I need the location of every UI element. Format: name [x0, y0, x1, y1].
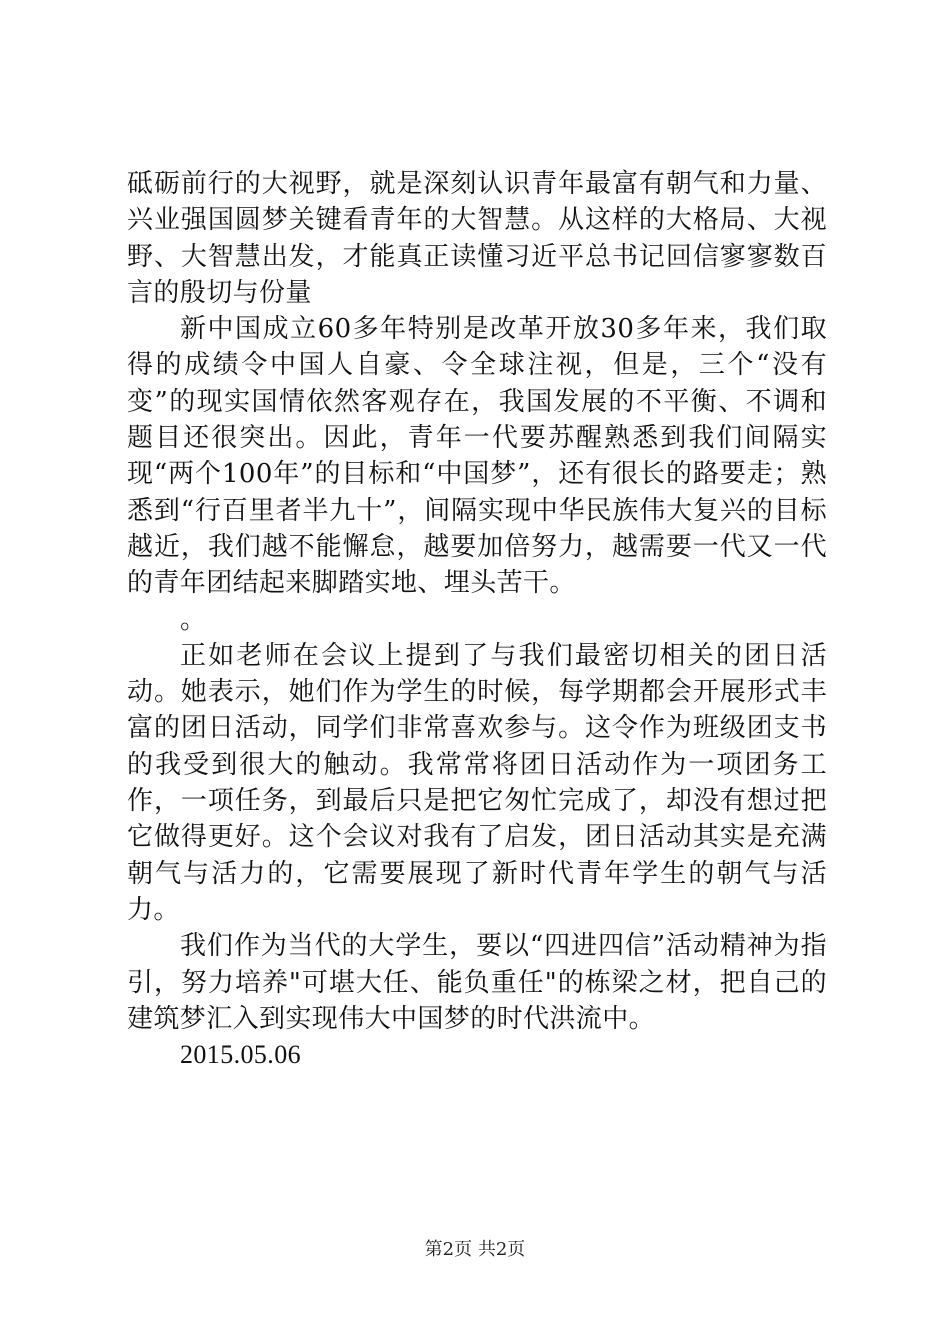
document-body: [127, 166, 827, 1073]
paragraph-continuation: 砥砺前行的大视野，就是深刻认识青年最富有朝气和力量、兴业强国圆梦关键看青年的大智慧。从这样的大格局、大视野、大智慧出发，才能真正读懂习近平总书记回信寥寥数百言的殷切与份量: [127, 169, 827, 308]
paragraph-national-development: 新中国成立60多年特别是改革开放30多年来，我们取得的成绩令中国人自豪、令全球注视，但是，三个“没有变”的现实国情依然客观存在，我国发展的不平衡、不调和题目还很突出。因此，青年一代要苏醒熟悉到我们间隔实现“两个100年”的目标和“中国梦”，还有很长的路要走；熟悉到“行百里者半九十”，间隔实现中华民族伟大复兴的目标越近，我们越不能懈怠，越要加倍努力，越需要一代又一代的青年团结起来脚踏实地、埋头苦干。: [127, 314, 827, 599]
document-date: 2015.05.06: [180, 1040, 301, 1070]
paragraph-period-mark: 。: [180, 604, 207, 635]
paragraph-conclusion: 我们作为当代的大学生，要以“四进四信”活动精神为指引，努力培养"可堪大任、能负重任"的栋梁之材，把自己的建筑梦汇入到实现伟大中国梦的时代洪流中。: [127, 931, 827, 1034]
paragraph-league-day-activity: 正如老师在会议上提到了与我们最密切相关的团日活动。她表示，她们作为学生的时候，每学期都会开展形式丰富的团日活动，同学们非常喜欢参与。这令作为班级团支书的我受到很大的触动。我常常将团日活动作为一项团务工作，一项任务，到最后只是把它匆忙完成了，却没有想过把它做得更好。这个会议对我有了启发，团日活动其实是充满朝气与活力的，它需要展现了新时代青年学生的朝气与活力。: [127, 640, 827, 925]
page-footer: 第2页 共2页: [424, 1239, 526, 1260]
